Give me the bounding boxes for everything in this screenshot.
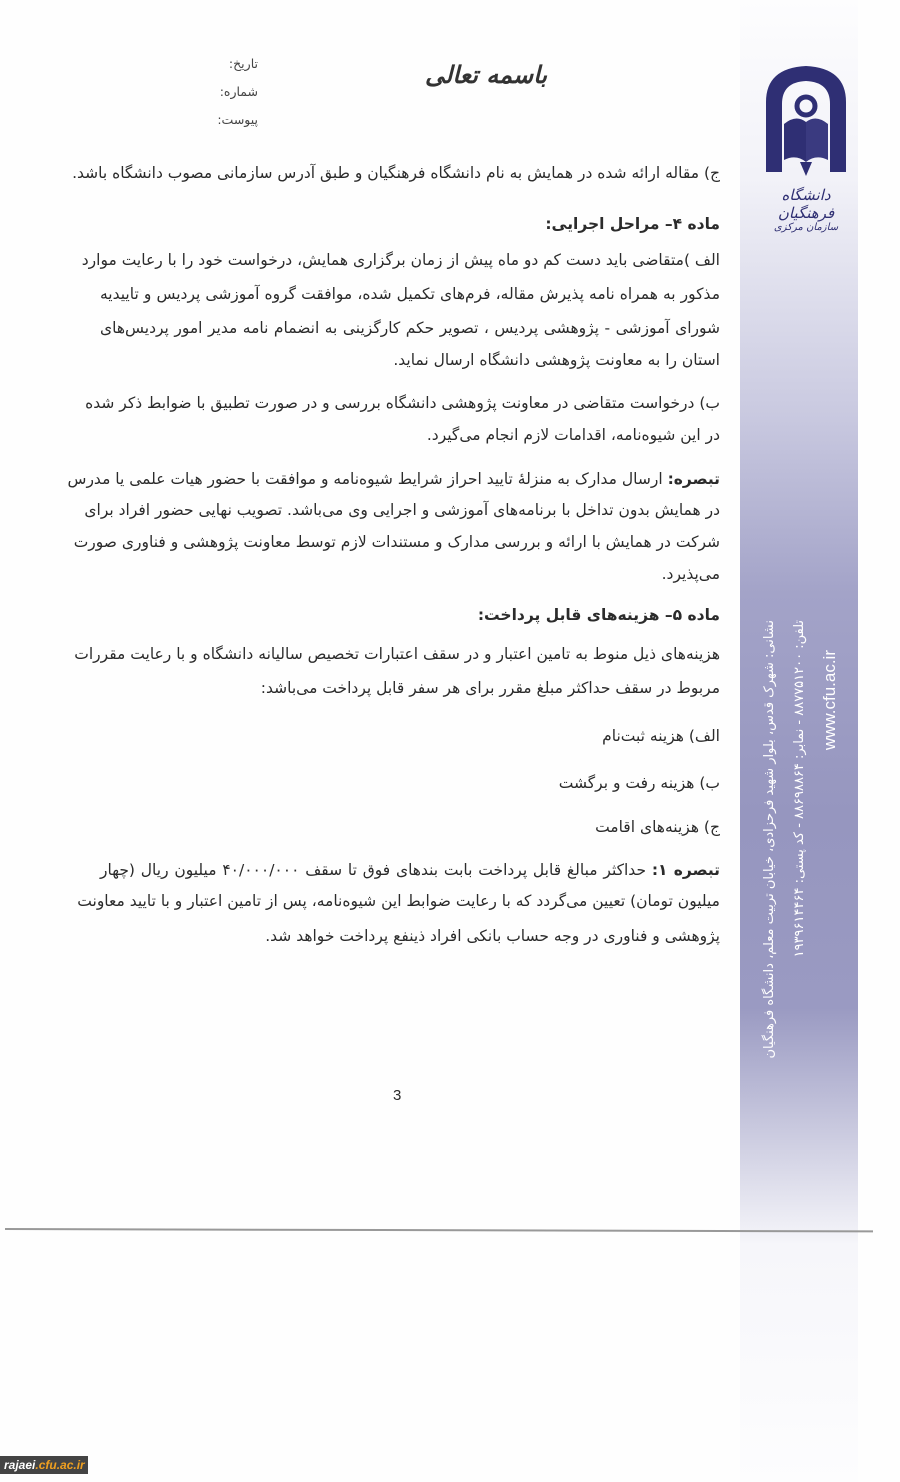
date-label: تاریخ:: [228, 56, 258, 71]
note1-line: پژوهشی و فناوری در وجه حساب بانکی افراد ذینفع پرداخت خواهد شد.: [265, 927, 720, 945]
article4-be-line: در این شیوه‌نامه، اقدامات لازم انجام می‌گیرد.: [426, 426, 720, 444]
note-label: تبصره:: [667, 470, 720, 488]
article4-title: ماده ۴– مراحل اجرایی:: [545, 215, 720, 233]
basmala-heading: باسمه تعالی: [425, 60, 548, 89]
clause-j: ج) مقاله ارائه شده در همایش به نام دانشگاه فرهنگیان و طبق آدرس سازمانی مصوب دانشگاه باشد.: [72, 164, 720, 182]
phone-text: تلفن: ۸۸۷۷۵۱۲۰۰ - نمابر: ۸۸۶۹۸۸۶۴ - کد پستی: ۱۹۳۹۶۱۴۴۶۴: [792, 620, 807, 958]
note-line: شرکت در همایش با ارائه و بررسی مدارک و مستندات لازم توسط معاونت پژوهشی و فناوری صورت: [73, 533, 720, 551]
logo-university-name: دانشگاه فرهنگیان: [777, 186, 835, 222]
letterhead-contact-info: [755, 620, 845, 1059]
note-line: [67, 470, 720, 488]
article5-title: ماده ۵– هزینه‌های قابل پرداخت:: [477, 606, 720, 624]
university-emblem-icon: [760, 62, 852, 180]
cost-item: ب) هزینه رفت و برگشت: [558, 774, 720, 792]
article4-alef-line: الف )متقاضی باید دست کم دو ماه پیش از زمان برگزاری همایش، درخواست خود را با رعایت موارد: [81, 251, 720, 269]
note-line: می‌پذیرد.: [661, 565, 720, 583]
university-logo: [758, 62, 854, 242]
watermark-prefix: rajaei: [4, 1458, 36, 1472]
note-text: ارسال مدارک به منزلهٔ تایید احراز شرایط شیوه‌نامه و موافقت با حضور هیات علمی یا مدرس: [67, 470, 663, 488]
number-label: شماره:: [219, 84, 258, 99]
article5-intro-line: هزینه‌های ذیل منوط به تامین اعتبار و در سقف اعتبارات تخصیص سالیانه دانشگاه و با رعایت مقررات: [74, 645, 720, 663]
cost-item: ج) هزینه‌های اقامت: [595, 818, 720, 836]
source-watermark: [0, 1456, 88, 1474]
article4-alef-line: استان را به معاونت پژوهشی دانشگاه ارسال نماید.: [393, 351, 720, 369]
article4-be-line: ب) درخواست متقاضی در معاونت پژوهشی دانشگاه بررسی و در صورت تطبیق با ضوابط ذکر شده: [85, 394, 720, 412]
website-link[interactable]: www.cfu.ac.ir: [820, 650, 839, 751]
attachment-label: پیوست:: [217, 112, 258, 127]
address-text: نشانی: شهرک قدس، بلوار شهید فرحزادی، خیابان تربیت معلم، دانشگاه فرهنگیان: [762, 620, 777, 1059]
article5-intro-line: مربوط در سقف حداکثر مبلغ مقرر برای هر سفر قابل پرداخت می‌باشد:: [260, 679, 720, 697]
note1-line: میلیون تومان) تعیین می‌گردد که با رعایت ضوابط این شیوه‌نامه، پس از تامین اعتبار و با تایید معاونت: [77, 892, 720, 910]
page-number: 3: [393, 1087, 402, 1104]
watermark-suffix: .cfu.ac.ir: [35, 1458, 85, 1472]
article4-alef-line: شورای آموزشی - پژوهشی پردیس ، تصویر حکم کارگزینی به انضمام نامه مدیر امور پردیس‌های: [100, 319, 720, 337]
cost-item: الف) هزینه ثبت‌نام: [602, 727, 720, 745]
logo-subtitle: سازمان مرکزی: [773, 222, 839, 233]
note1-line: [100, 861, 720, 879]
note1-text: حداکثر مبالغ قابل پرداخت بابت بندهای فوق تا سقف ۴۰/۰۰۰/۰۰۰ میلیون ریال (چهار: [100, 861, 647, 879]
note1-label: تبصره ۱:: [651, 861, 720, 879]
note-line: در همایش بدون تداخل با برنامه‌های آموزشی و اجرایی وی می‌باشد. تصویب نهایی حضور افراد برای: [84, 501, 720, 519]
article4-alef-line: مذکور به همراه نامه پذیرش مقاله، فرم‌های تکمیل شده، موافقت گروه آموزشی پردیس و تاییدیه: [100, 285, 720, 303]
